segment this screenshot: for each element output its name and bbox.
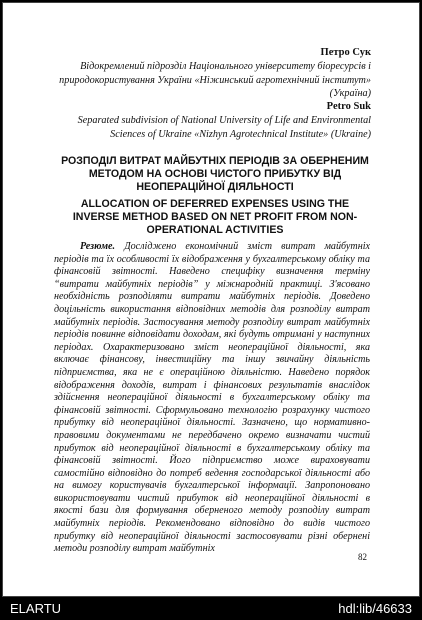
- page-number: 82: [358, 552, 367, 562]
- abstract-text: Досліджено економічний зміст витрат майбутніх періодів та їх особливості їх відображення у бухгалтерському обліку та фінансовій звітності. Наведено специфіку визначення терміну “витрати майбутніх періодів” у міжнародній практиці. З'ясовано необхідність розподіляти витрати майбутніх періодів. Доведено доцільність використання відповідних методів для розподілу витрат майбутніх періодів. Застосування методу розподілу витрат майбутніх періодів повинне відповідати доходам, які будуть отримані у наступних періодах. Охарактеризовано зміст неопераційної діяльності, яка включає фінансову, інвестиційну та іншу звичайну діяльність підприємства, яка не є операційною діяльністю. Наведено порядок відображення доходів, витрат і фінансових результатів внаслідок здійснення неопераційної діяльності в бухгалтерському обліку та фінансовій звітності. Сформульовано технологію розрахунку чистого прибутку від неопераційної діяльності. Зазначено, що нормативно-правовими документами не передбачено окремо визначати чистий прибуток від неопераційної діяльності в бухгалтерському обліку та фінансовій звітності. Його підприємство може вираховувати самостійно відповідно до потреб ведення господарської діяльності або на вимогу користувачів бухгалтерської інформації. Запропоновано використовувати чистий прибуток від неопераційної діяльності в якості бази для формування оберненого методу розподілу витрат майбутніх періодів. Рекомендовано відповідно до видів чистого прибутку від неопераційної діяльності застосовувати різні обернені методи розподілу витрат майбутніх: [54, 241, 370, 555]
- author-name-en: Petro Suk: [326, 101, 371, 112]
- title-ukrainian: РОЗПОДІЛ ВИТРАТ МАЙБУТНІХ ПЕРІОДІВ ЗА ОБЕРНЕНИМ МЕТОДОМ НА ОСНОВІ ЧИСТОГО ПРИБУТКУ ВІД НЕОПЕРАЦІЙНОЇ ДІЯЛЬНОСТІ: [61, 155, 369, 193]
- paper-page: [2, 2, 420, 597]
- author-affiliation-uk: Відокремлений підрозділ Національного університету біоресурсів і природокористування України «Ніжинський агротехнічний інститут» (Україна): [59, 61, 371, 99]
- author-affiliation-en: Separated subdivision of National University of Life and Environmental Sciences of Ukraine «Nizhyn Agrotechnical Institute» (Ukraine): [77, 115, 371, 140]
- title-english: ALLOCATION OF DEFERRED EXPENSES USING THE INVERSE METHOD BASED ON NET PROFIT FROM NON-OPERATIONAL ACTIVITIES: [72, 198, 358, 236]
- abstract-label: Резюме.: [80, 241, 115, 252]
- abstract-paragraph: [54, 241, 370, 556]
- repository-name: ELARTU: [10, 601, 62, 616]
- repository-footer: [0, 597, 422, 620]
- handle-identifier[interactable]: hdl:lib/46633: [338, 601, 412, 616]
- author-name-uk: Петро Сук: [320, 47, 371, 58]
